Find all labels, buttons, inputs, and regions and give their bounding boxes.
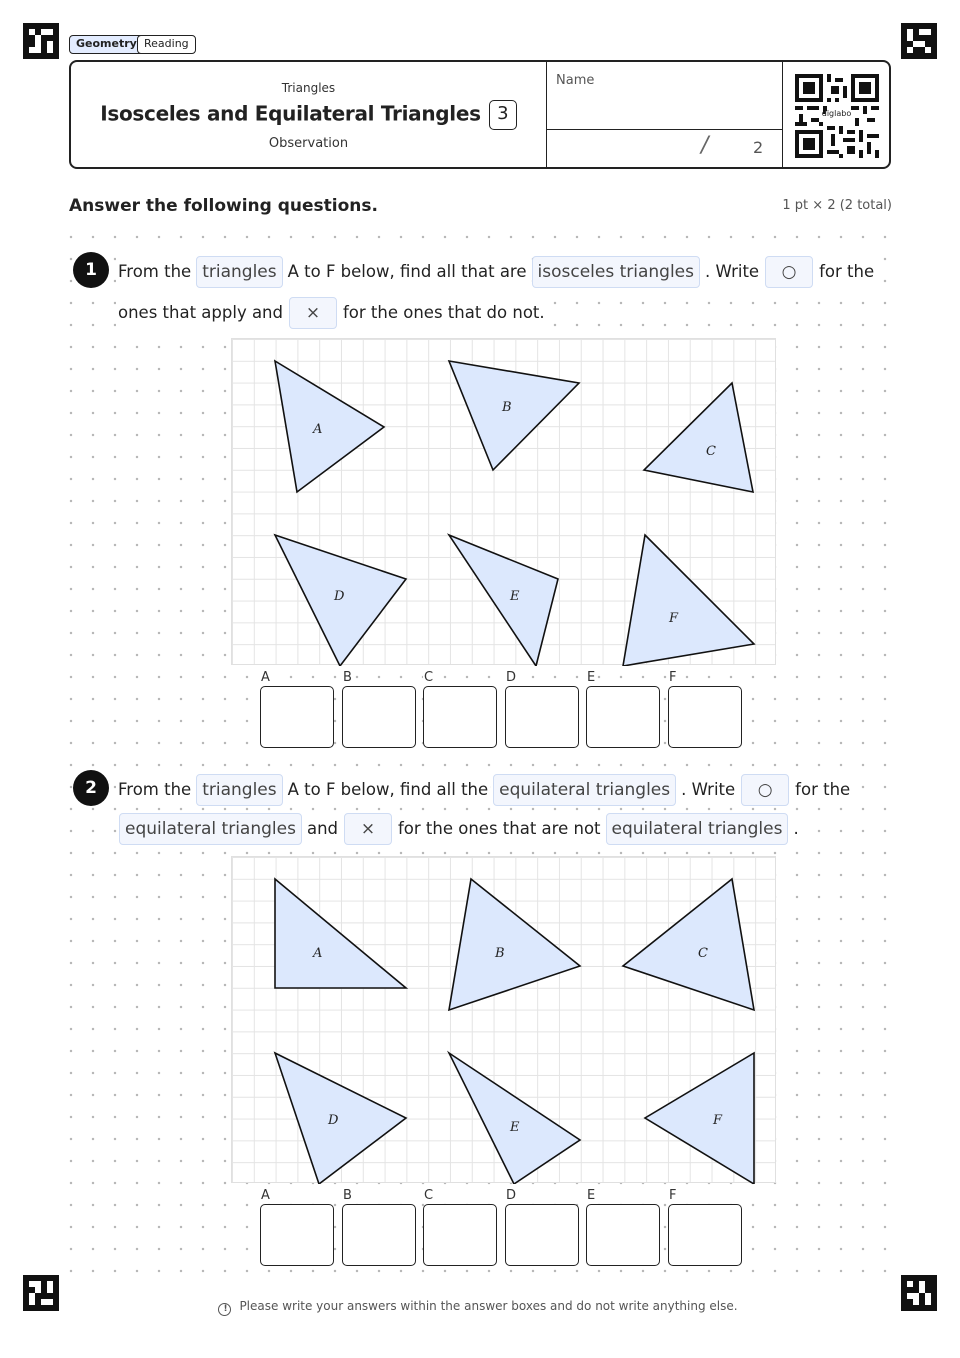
q1-keyword-triangles: triangles (196, 256, 282, 288)
q2-keyword-equilateral: equilateral triangles (493, 774, 676, 806)
topic-label: Triangles (281, 81, 336, 95)
question-1-figure (231, 338, 776, 665)
svg-text:B: B (502, 400, 512, 415)
worksheet-header (69, 60, 891, 169)
score-slash: / (701, 133, 709, 158)
worksheet-title (71, 100, 546, 130)
q2-answer-box-c[interactable] (423, 1204, 497, 1266)
q2-answer-box-d[interactable] (505, 1204, 579, 1266)
q1-text-3: . Write (703, 256, 761, 288)
q2-triangle-b (449, 879, 580, 1010)
q2-answer-box-a[interactable] (260, 1204, 334, 1266)
q1-triangle-f (623, 535, 754, 666)
svg-text:F: F (713, 1113, 723, 1128)
points-info: 1 pt × 2 (2 total) (779, 198, 892, 213)
svg-text:F: F (669, 611, 679, 626)
q1-label-d: D (506, 670, 517, 685)
q1-answer-box-c[interactable] (423, 686, 497, 748)
svg-text:B: B (495, 946, 505, 961)
footer-note (0, 1299, 960, 1316)
q1-answer-box-e[interactable] (586, 686, 660, 748)
q2-answer-box-b[interactable] (342, 1204, 416, 1266)
name-field[interactable] (546, 62, 782, 130)
svg-text:C: C (706, 444, 716, 459)
q1-label-b: B (343, 670, 352, 685)
q2-label-b: B (343, 1188, 352, 1203)
q2-keyword-equilateral-3: equilateral triangles (606, 813, 789, 845)
max-score: 2 (753, 138, 764, 157)
corner-marker-top-left (23, 23, 59, 59)
question-2-number: 2 (73, 770, 109, 806)
subtitle-label: Observation (268, 136, 349, 151)
svg-text:A: A (313, 946, 323, 961)
q1-answer-box-b[interactable] (342, 686, 416, 748)
q1-answer-box-d[interactable] (505, 686, 579, 748)
q1-answer-box-a[interactable] (260, 686, 334, 748)
right-margin (898, 0, 960, 1358)
q2-text-4: for the (793, 774, 852, 806)
instructions: Answer the following questions. (69, 196, 382, 216)
question-2-line-2 (116, 812, 801, 845)
svg-text:E: E (510, 1120, 520, 1135)
title-area (71, 62, 546, 167)
q2-triangle-c (623, 879, 754, 1010)
question-2-line-1 (116, 773, 852, 806)
q2-triangle-e (449, 1053, 580, 1184)
q1-triangle-e (449, 535, 558, 666)
q1-triangle-a (275, 361, 384, 492)
q1-answer-box-f[interactable] (668, 686, 742, 748)
q1-triangle-d (275, 535, 406, 666)
svg-text:E: E (510, 589, 520, 604)
q2-triangle-d (275, 1053, 406, 1184)
q1-text-6: for the ones that do not. (341, 297, 547, 329)
q1-circle-symbol: ○ (765, 256, 813, 288)
worksheet-number-badge: 3 (489, 100, 517, 130)
corner-marker-top-right (901, 23, 937, 59)
q2-text-5: and (305, 813, 340, 845)
qr-brand-label: diglabo (821, 109, 852, 118)
q1-cross-symbol: × (289, 297, 337, 329)
svg-text:A: A (313, 422, 323, 437)
q1-text-1: From the (116, 256, 193, 288)
q1-text-2: A to F below, find all that are (286, 256, 529, 288)
q2-answer-box-f[interactable] (668, 1204, 742, 1266)
question-1-number: 1 (73, 252, 109, 288)
q2-text-3: . Write (679, 774, 737, 806)
title-text: Isosceles and Equilateral Triangles (100, 101, 481, 126)
q2-triangle-f (645, 1053, 754, 1184)
q1-label-f: F (669, 670, 677, 685)
qr-code-area (782, 62, 889, 167)
q2-keyword-triangles: triangles (196, 774, 282, 806)
q1-triangle-b (449, 361, 579, 470)
question-2-figure (231, 856, 776, 1183)
q1-triangle-c (644, 383, 753, 492)
q1-text-4: for the (817, 256, 876, 288)
name-label: Name (556, 73, 595, 88)
q1-text-5: ones that apply and (116, 297, 285, 329)
q1-label-c: C (424, 670, 434, 685)
footer-text: Please write your answers within the answer boxes and do not write anything else. (235, 1299, 741, 1313)
q2-triangle-a (275, 879, 406, 988)
q2-keyword-equilateral-2: equilateral triangles (119, 813, 302, 845)
left-margin (0, 0, 62, 1358)
q2-label-d: D (506, 1188, 517, 1203)
question-1-line-2 (116, 296, 547, 329)
svg-text:D: D (328, 1113, 339, 1128)
question-1-line-1 (116, 255, 876, 288)
q2-label-e: E (587, 1188, 596, 1203)
q2-label-c: C (424, 1188, 434, 1203)
q1-keyword-isosceles: isosceles triangles (532, 256, 701, 288)
q1-label-a: A (261, 670, 270, 685)
tag-reading: Reading (137, 35, 196, 54)
q1-label-e: E (587, 670, 596, 685)
q2-text-1: From the (116, 774, 193, 806)
footer-wrapper (214, 1299, 745, 1313)
q2-text-6: for the ones that are not (396, 813, 603, 845)
q2-label-a: A (261, 1188, 270, 1203)
svg-text:C: C (698, 946, 708, 961)
score-field (546, 130, 782, 167)
svg-text:D: D (334, 589, 345, 604)
q2-cross-symbol: × (344, 813, 392, 845)
tag-geometry: Geometry (69, 35, 144, 54)
q2-circle-symbol: ○ (741, 774, 789, 806)
info-icon: ! (218, 1303, 231, 1316)
q2-label-f: F (669, 1188, 677, 1203)
q2-text-7: . (791, 813, 800, 845)
q2-text-2: A to F below, find all the (286, 774, 491, 806)
q2-answer-box-e[interactable] (586, 1204, 660, 1266)
